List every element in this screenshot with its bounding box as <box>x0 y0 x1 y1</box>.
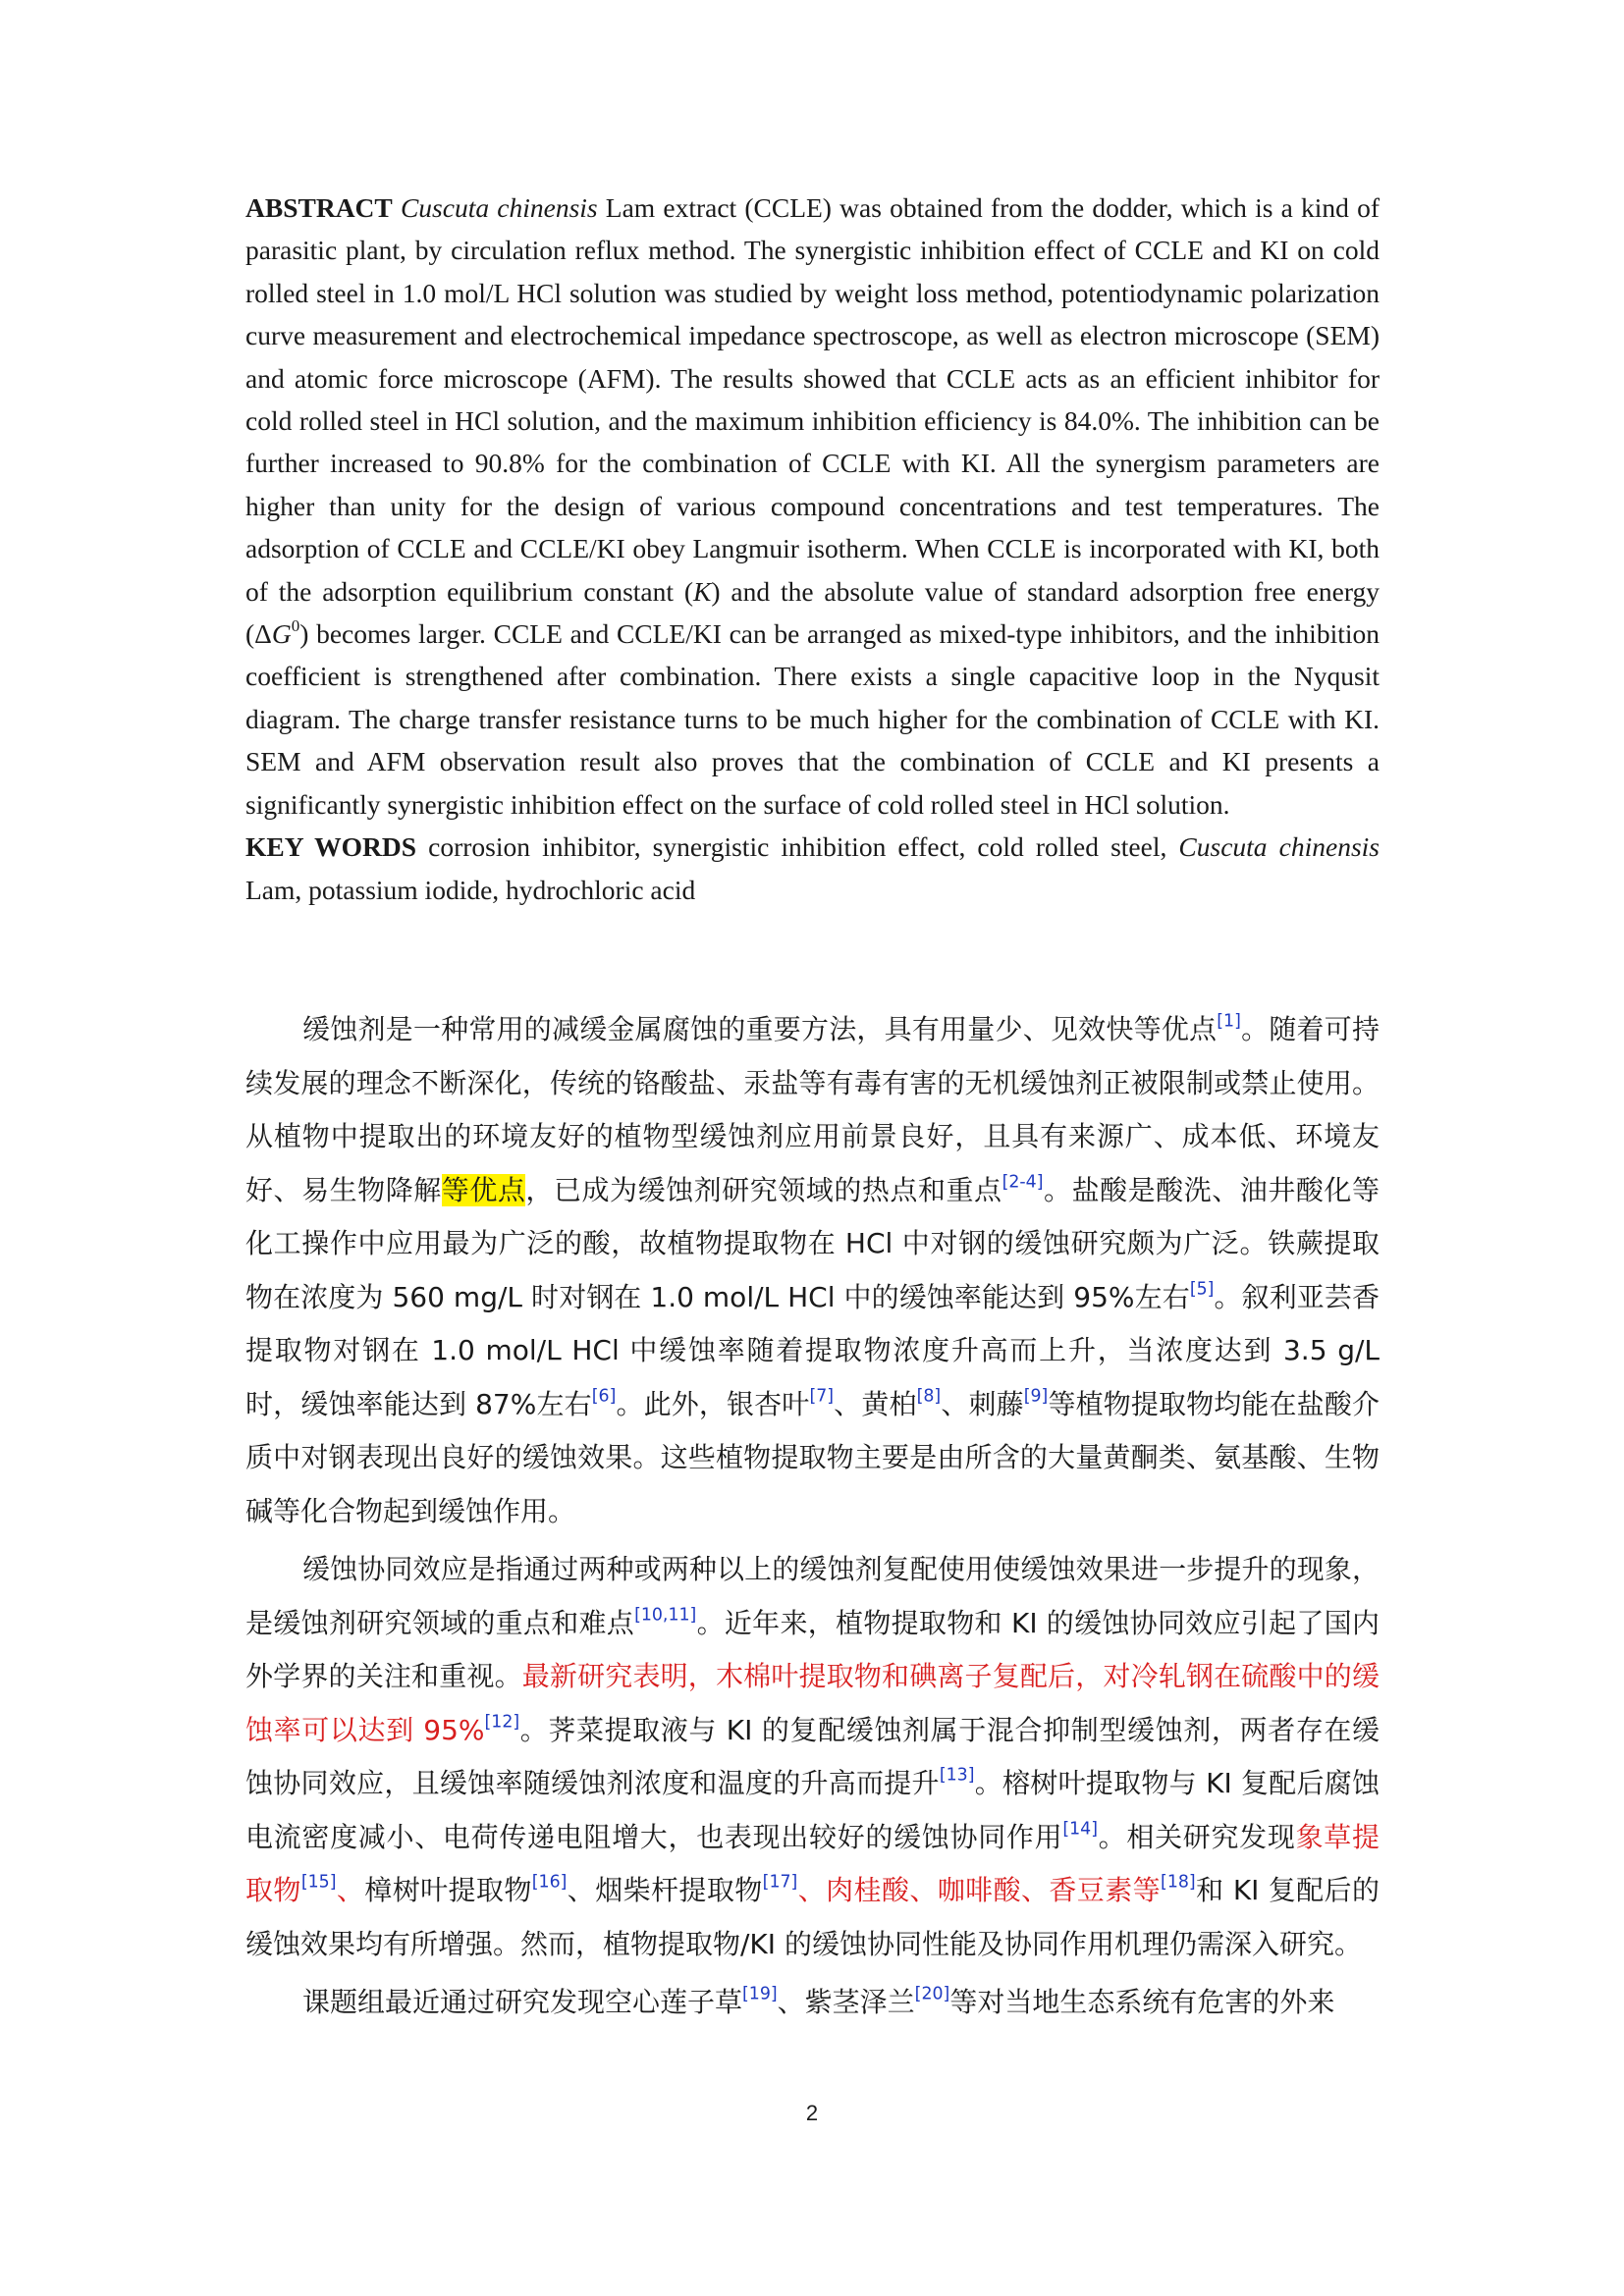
keywords-text-1: corrosion inhibitor, synergistic inhibition effect, cold rolled steel, <box>416 831 1179 863</box>
red-marked-text: 、肉桂酸、咖啡酸、香豆素等 <box>797 1874 1162 1906</box>
text-run: 缓蚀协同效应是指通过两种或两种以上的缓蚀剂复配使用使缓蚀效果进一步提升的现象，是缓蚀剂研究领域的重点和难点 <box>245 1553 1380 1639</box>
citation-link[interactable]: [12] <box>484 1712 520 1733</box>
keywords-paragraph <box>245 826 1380 911</box>
text-run: 等植物提取物均能在盐酸介质中对钢表现出良好的缓蚀效果。这些植物提取物主要是由所含的大量黄酮类、氨基酸、生物碱等化合物起到缓蚀作用。 <box>245 1387 1380 1527</box>
text-run: 、烟柴杆提取物 <box>567 1874 763 1906</box>
text-run: 、紫茎泽兰 <box>777 1986 915 2018</box>
red-marked-text: 象草提取物 <box>245 1820 1380 1906</box>
text-run: 和 KI 复配后的缓蚀效果均有所增强。然而，植物提取物/KI 的缓蚀协同性能及协同作用机理仍需深入研究。 <box>245 1874 1380 1960</box>
citation-link[interactable]: [14] <box>1062 1819 1098 1840</box>
citation-link[interactable]: [18] <box>1161 1872 1196 1893</box>
text-run: 课题组最近通过研究发现空心莲子草 <box>302 1986 743 2018</box>
citation-link[interactable]: [19] <box>742 1984 778 2004</box>
text-run: 樟树叶提取物 <box>364 1874 532 1906</box>
text-run: 。随着可持续发展的理念不断深化，传统的铬酸盐、汞盐等有毒有害的无机缓蚀剂正被限制或禁止使用。从植物中提取出的环境友好的植物型缓蚀剂应用前景良好，且具有来源广、成本低、环境友好、易生物降解 <box>245 1013 1380 1206</box>
k-symbol: K <box>693 575 712 607</box>
citation-link[interactable]: [16] <box>531 1872 568 1893</box>
red-marked-text: 、 <box>336 1874 365 1906</box>
citation-link[interactable]: [13] <box>939 1765 975 1786</box>
text-run: 、刺藤 <box>941 1387 1024 1420</box>
keywords-text-2: Lam, potassium iodide, hydrochloric acid <box>245 874 696 905</box>
citation-link[interactable]: [10,11] <box>634 1605 697 1626</box>
g-superscript: 0 <box>291 616 300 636</box>
text-run: 、黄柏 <box>834 1387 917 1420</box>
abstract-block <box>245 187 1380 911</box>
citation-link[interactable]: [15] <box>300 1872 337 1893</box>
text-run: 。近年来，植物提取物和 KI 的缓蚀协同效应引起了国内外学界的关注和重视。 <box>245 1606 1380 1692</box>
abstract-text-1: Lam extract (CCLE) was obtained from the dodder, which is a kind of parasitic plant, by circulation reflux method. The synergistic inhibition effect of CCLE and KI on cold rolled steel in 1.0 mol/L HCl solution was studied by weight loss method, potentiodynamic polarization curve measurement and electrochemical impedance spectroscope, as well as electron microscope (SEM) and atomic force microscope (AFM). The results showed that CCLE acts as an efficient inhibitor for cold rolled steel in HCl solution, and the maximum inhibition efficiency is 84.0%. The inhibition can be further increased to 90.8% for the combination of CCLE with KI. All the synergism parameters are higher than unity for the design of various compound concentrations and test temperatures. The adsorption of CCLE and CCLE/KI obey Langmuir isotherm. When CCLE is incorporated with KI, both of the adsorption equilibrium constant ( <box>245 192 1380 607</box>
text-run: 。盐酸是酸洗、油井酸化等化工操作中应用最为广泛的酸，故植物提取物在 HCl 中对钢的缓蚀研究颇为广泛。铁蕨提取物在浓度为 560 mg/L 时对钢在 1.0 mol/L HCl 中的缓蚀率能达到 95%左右 <box>245 1173 1380 1313</box>
citation-link[interactable]: [6] <box>591 1386 617 1407</box>
page-number: 2 <box>805 2101 819 2125</box>
citation-link[interactable]: [20] <box>914 1984 950 2004</box>
body-text <box>245 1003 1380 2030</box>
text-run: 。荠菜提取液与 KI 的复配缓蚀剂属于混合抑制型缓蚀剂，两者存在缓蚀协同效应，且缓蚀率随缓蚀剂浓度和温度的升高而提升 <box>245 1713 1380 1799</box>
keywords-label: KEY WORDS <box>245 831 417 863</box>
text-run: 。榕树叶提取物与 KI 复配后腐蚀电流密度减小、电荷传递电阻增大，也表现出较好的缓蚀协同作用 <box>245 1767 1380 1853</box>
g-symbol: G <box>271 618 292 650</box>
red-marked-text: 最新研究表明，木棉叶提取物和碘离子复配后，对冷轧钢在硫酸中的缓蚀率可以达到 95% <box>245 1660 1380 1746</box>
citation-link[interactable]: [2-4] <box>1001 1172 1044 1193</box>
body-paragraph-1 <box>245 1003 1380 1538</box>
citation-link[interactable]: [9] <box>1023 1386 1049 1407</box>
text-run: ，已成为缓蚀剂研究领域的热点和重点 <box>525 1173 1002 1206</box>
citation-link[interactable]: [17] <box>762 1872 798 1893</box>
abstract-label: ABSTRACT <box>245 192 393 223</box>
text-run: 。此外，银杏叶 <box>616 1387 810 1420</box>
body-paragraph-3 <box>245 1976 1380 2030</box>
text-run: 等对当地生态系统有危害的外来 <box>949 1986 1335 2018</box>
abstract-text-3: ) becomes larger. CCLE and CCLE/KI can be arranged as mixed-type inhibitors, and the inhibition coefficient is strengthened after combination. There exists a single capacitive loop in the Nyqusit diagram. The charge transfer resistance turns to be much higher for the combination of CCLE with KI. SEM and AFM observation result also proves that the combination of CCLE and KI presents a significantly synergistic inhibition effect on the surface of cold rolled steel in HCl solution. <box>245 618 1380 820</box>
citation-link[interactable]: [7] <box>809 1386 835 1407</box>
abstract-paragraph <box>245 187 1380 826</box>
abstract-species: Cuscuta chinensis <box>400 192 598 223</box>
text-run: 缓蚀剂是一种常用的减缓金属腐蚀的重要方法，具有用量少、见效快等优点 <box>302 1013 1218 1045</box>
citation-link[interactable]: [1] <box>1217 1011 1241 1032</box>
citation-link[interactable]: [5] <box>1189 1279 1215 1300</box>
body-paragraph-2 <box>245 1543 1380 1971</box>
highlighted-text: 等优点 <box>441 1173 526 1206</box>
text-run: 。叙利亚芸香提取物对钢在 1.0 mol/L HCl 中缓蚀率随着提取物浓度升高而上升，当浓度达到 3.5 g/L 时，缓蚀率能达到 87%左右 <box>245 1280 1380 1420</box>
text-run: 。相关研究发现 <box>1097 1820 1296 1853</box>
citation-link[interactable]: [8] <box>916 1386 942 1407</box>
keywords-species: Cuscuta chinensis <box>1178 831 1380 863</box>
abstract-text-2: ) and the absolute value of standard adsorption free energy (Δ <box>245 575 1380 650</box>
